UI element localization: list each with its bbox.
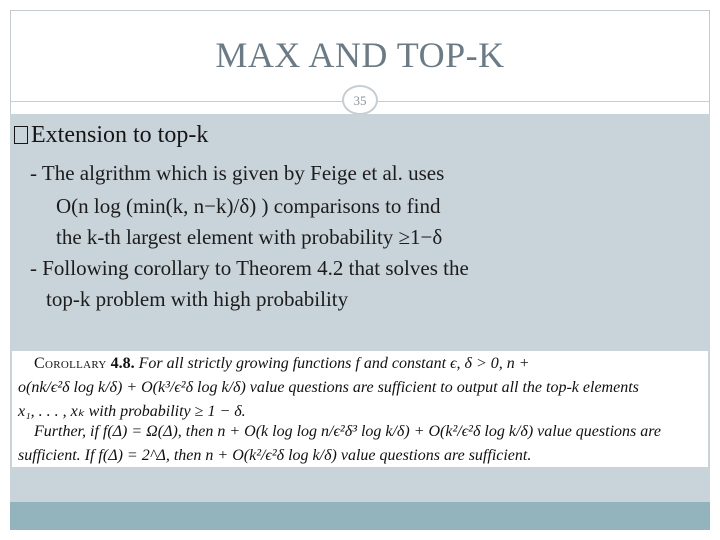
slide-title: MAX AND TOP-K: [215, 35, 505, 75]
body-line: top-k problem with high probability: [46, 287, 349, 311]
corollary-number: 4.8.: [110, 355, 135, 372]
corollary-line: Further, if f(Δ) = Ω(Δ), then n + O(k log log n/ϵ²δ³ log k/δ) + O(k²/ϵ²δ log k/δ) value questions are: [34, 423, 661, 440]
body-line: O(n log (min(k, n−k)/δ) ) comparisons to find: [56, 194, 441, 218]
body-line: - The algrithm which is given by Feige et al. uses: [30, 161, 445, 185]
corollary-excerpt: [12, 351, 708, 467]
corollary-line: sufficient. If f(Δ) = 2^Δ, then n + O(k²/ϵ²δ log k/δ) value questions are sufficient.: [18, 447, 532, 464]
footer-bar: [10, 502, 710, 530]
section-heading: [14, 122, 208, 149]
page-number-badge: 35: [342, 85, 378, 115]
corollary-line: o(nk/ϵ²δ log k/δ) + O(k³/ϵ²δ log k/δ) value questions are sufficient to output all the top-k elements: [18, 379, 639, 396]
title-rule-left: [10, 101, 342, 102]
corollary-line: [34, 355, 530, 373]
square-bullet-icon: [14, 126, 28, 144]
title-rule-right: [378, 101, 710, 102]
corollary-text: For all strictly growing functions f and constant ϵ, δ > 0, n +: [138, 355, 530, 372]
body-line: - Following corollary to Theorem 4.2 that solves the: [30, 256, 469, 280]
corollary-label: Corollary: [34, 355, 107, 372]
section-heading-text: Extension to top-k: [31, 122, 209, 148]
corollary-line: x₁, . . . , xₖ with probability ≥ 1 − δ.: [18, 403, 246, 420]
body-line: the k-th largest element with probability ≥1−δ: [56, 225, 443, 249]
